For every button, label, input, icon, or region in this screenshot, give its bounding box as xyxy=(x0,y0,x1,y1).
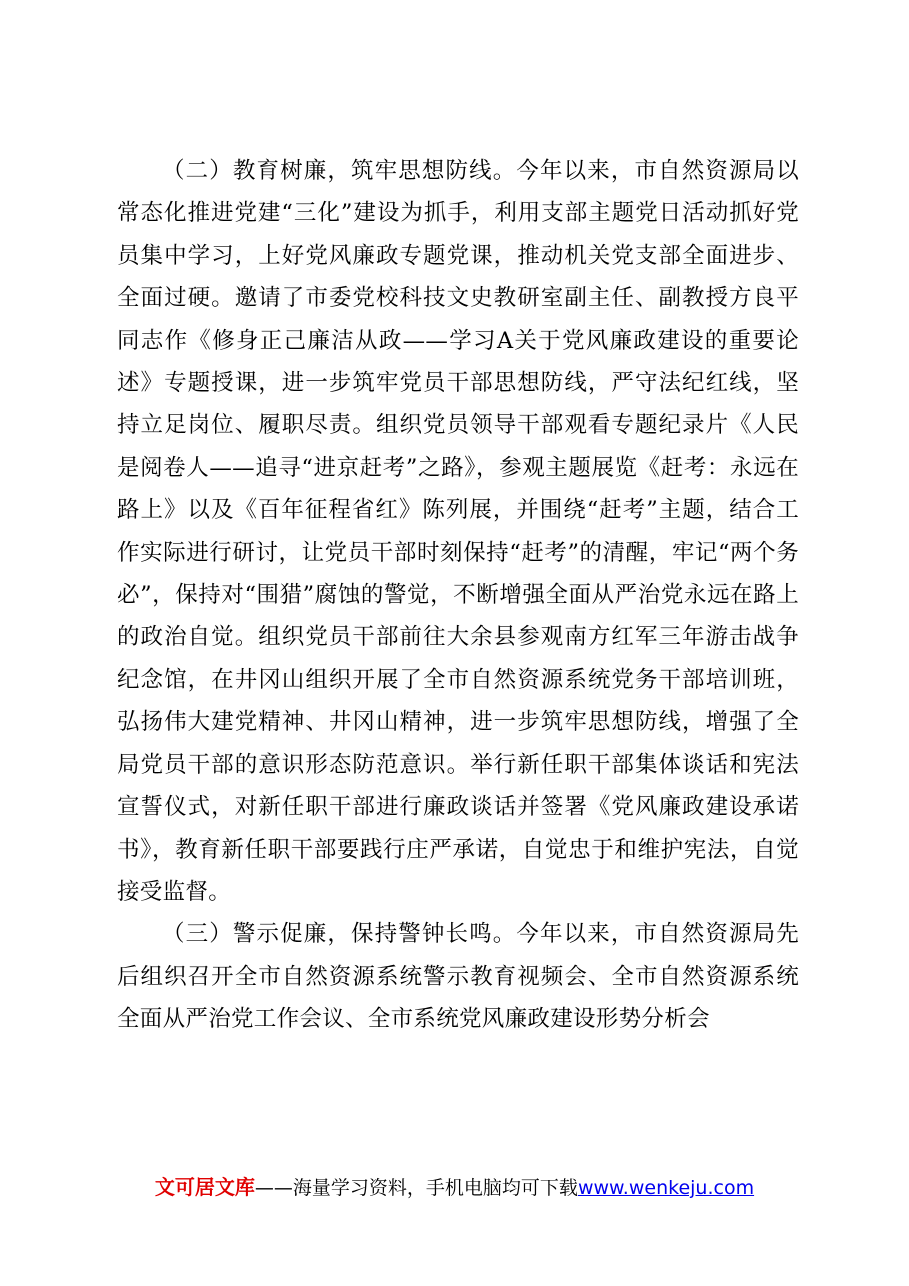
footer-description: ——海量学习资料，手机电脑均可下载 xyxy=(254,1177,578,1199)
footer-link[interactable]: www.wenkeju.com xyxy=(577,1177,755,1199)
paragraph-warning: （三）警示促廉，保持警钟长鸣。今年以来，市自然资源局先后组织召开全市自然资源系统警示教育视频会、全市自然资源系统全面从严治党工作会议、全市系统党风廉政建设形势分析会 xyxy=(117,921,799,1033)
document-body xyxy=(117,150,799,1041)
paragraph-education: （二）教育树廉，筑牢思想防线。今年以来，市自然资源局以常态化推进党建“三化”建设为抓手，利用支部主题党日活动抓好党员集中学习，上好党风廉政专题党课，推动机关党支部全面进步、全面过硬。邀请了市委党校科技文史教研室副主任、副教授方良平同志作《修身正己廉洁从政——学习A关于党风廉政建设的重要论述》专题授课，进一步筑牢党员干部思想防线，严守法纪红线，坚持立足岗位、履职尽责。组织党员领导干部观看专题纪录片《人民是阅卷人——追寻“进京赶考”之路》，参观主题展览《赶考：永远在路上》以及《百年征程省红》陈列展，并围绕“赶考”主题，结合工作实际进行研讨，让党员干部时刻保持“赶考”的清醒，牢记“两个务必”，保持对“围猎”腐蚀的警觉，不断增强全面从严治党永远在路上的政治自觉。组织党员干部前往大余县参观南方红军三年游击战争纪念馆，在井冈山组织开展了全市自然资源系统党务干部培训班，弘扬伟大建党精神、井冈山精神，进一步筑牢思想防线，增强了全局党员干部的意识形态防范意识。举行新任职干部集体谈话和宪法宣誓仪式，对新任职干部进行廉政谈话并签署《党风廉政建设承诺书》，教育新任职干部要践行庄严承诺，自觉忠于和维护宪法，自觉接受监督。 xyxy=(117,158,799,905)
footer-brand: 文可居文库 xyxy=(154,1175,255,1199)
footer-banner xyxy=(0,1172,909,1203)
